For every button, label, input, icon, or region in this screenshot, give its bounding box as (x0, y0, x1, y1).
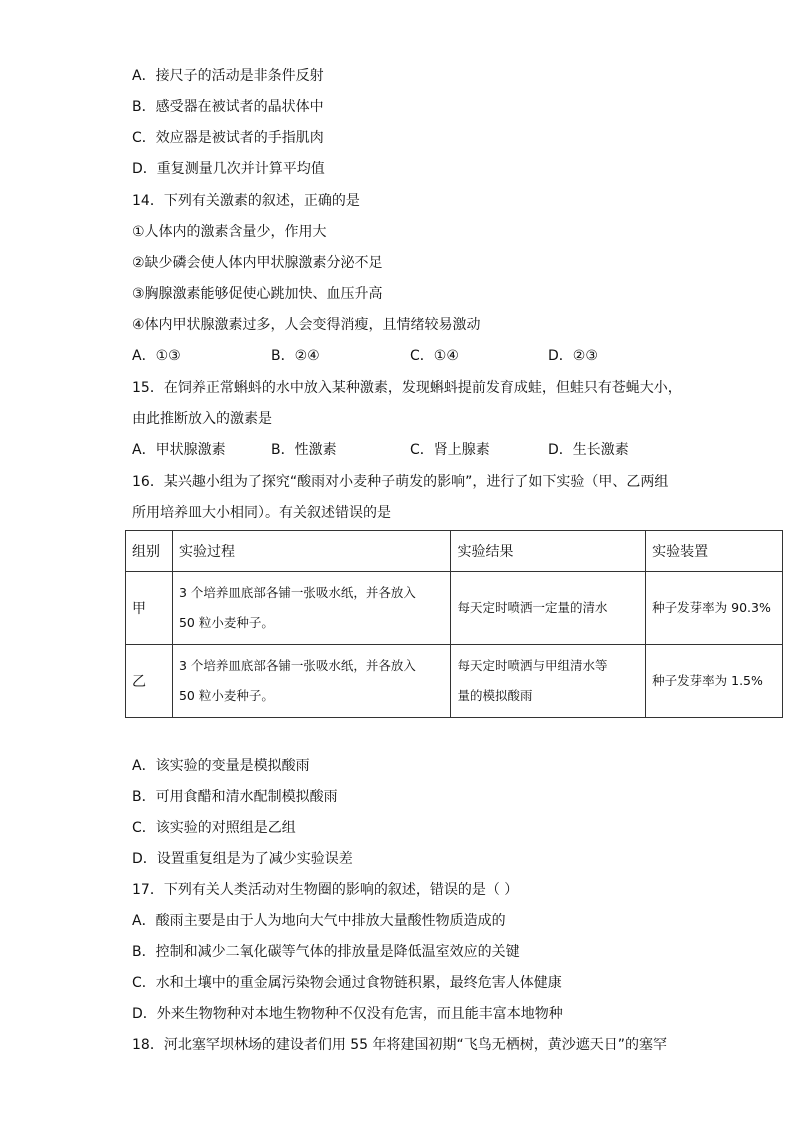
header-group: 组别 (126, 531, 173, 572)
row-process (172, 572, 451, 645)
q14-stem: 14．下列有关激素的叙述，正确的是 (132, 193, 360, 209)
prev-option-d: D．重复测量几次并计算平均值 (132, 161, 325, 177)
row-device-text: 种子发芽率为 90.3% (652, 600, 771, 615)
row-group: 乙 (126, 645, 173, 718)
q17-option-b: B．控制和减少二氧化碳等气体的排放量是降低温室效应的关键 (132, 944, 520, 960)
q16-stem-line2: 所用培养皿大小相同）。有关叙述错误的是 (132, 505, 391, 521)
header-device: 实验装置 (646, 531, 783, 572)
q14-option-c: C．①④ (410, 348, 459, 364)
header-result: 实验结果 (451, 531, 646, 572)
q16-stem-line1: 16．某兴趣小组为了探究“酸雨对小麦种子萌发的影响”，进行了如下实验（甲、乙两组 (132, 474, 669, 490)
q15-option-c: C．肾上腺素 (410, 442, 490, 458)
row-result (451, 645, 646, 718)
row-process-line1: 3 个培养皿底部各铺一张吸水纸，并各放入 (178, 658, 416, 673)
row-result (451, 572, 646, 645)
prev-option-b: B．感受器在被试者的晶状体中 (132, 99, 324, 115)
q16-option-b: B．可用食醋和清水配制模拟酸雨 (132, 789, 338, 805)
prev-option-c: C．效应器是被试者的手指肌肉 (132, 130, 324, 146)
q14-option-b: B．②④ (271, 348, 320, 364)
q18-stem-line1: 18．河北塞罕坝林场的建设者们用 55 年将建国初期“飞鸟无栖树，黄沙遮天日”的塞罕 (132, 1037, 668, 1053)
table-row (126, 645, 783, 718)
q15-stem-line2: 由此推断放入的激素是 (132, 411, 272, 427)
q17-stem: 17．下列有关人类活动对生物圈的影响的叙述，错误的是（ ） (132, 882, 519, 898)
q14-statement-2: ②缺少磷会使人体内甲状腺激素分泌不足 (132, 255, 383, 271)
q14-option-a: A．①③ (132, 348, 181, 364)
table-row (126, 572, 783, 645)
q15-option-d: D．生长激素 (548, 442, 629, 458)
experiment-table (125, 530, 783, 718)
row-result-line2: 量的模拟酸雨 (457, 688, 533, 703)
row-process-line2: 50 粒小麦种子。 (178, 615, 274, 630)
q14-statement-1: ①人体内的激素含量少，作用大 (132, 224, 327, 240)
row-device (646, 572, 783, 645)
q17-option-d: D．外来生物物种对本地生物物种不仅没有危害，而且能丰富本地物种 (132, 1006, 563, 1022)
row-device-text: 种子发芽率为 1.5% (652, 673, 763, 688)
q17-option-c: C．水和土壤中的重金属污染物会通过食物链积累，最终危害人体健康 (132, 975, 562, 991)
row-result-line1: 每天定时喷洒与甲组清水等 (457, 658, 608, 673)
q16-option-c: C．该实验的对照组是乙组 (132, 820, 296, 836)
q16-option-a: A．该实验的变量是模拟酸雨 (132, 758, 310, 774)
row-result-line1: 每天定时喷洒一定量的清水 (457, 600, 608, 615)
q15-stem-line1: 15．在饲养正常蝌蚪的水中放入某种激素，发现蝌蚪提前发育成蛙，但蛙只有苍蝇大小， (132, 380, 682, 396)
q15-option-b: B．性激素 (271, 442, 337, 458)
row-device (646, 645, 783, 718)
row-group: 甲 (126, 572, 173, 645)
row-process (172, 645, 451, 718)
q14-statement-3: ③胸腺激素能够促使心跳加快、血压升高 (132, 286, 383, 302)
row-process-line1: 3 个培养皿底部各铺一张吸水纸，并各放入 (178, 585, 416, 600)
row-process-line2: 50 粒小麦种子。 (178, 688, 274, 703)
q14-statement-4: ④体内甲状腺激素过多，人会变得消瘦，且情绪较易激动 (132, 317, 481, 333)
header-process: 实验过程 (172, 531, 451, 572)
table-header-row (126, 531, 783, 572)
q15-option-a: A．甲状腺激素 (132, 442, 226, 458)
q17-option-a: A．酸雨主要是由于人为地向大气中排放大量酸性物质造成的 (132, 913, 506, 929)
q14-option-d: D．②③ (548, 348, 598, 364)
q16-option-d: D．设置重复组是为了减少实验误差 (132, 851, 353, 867)
prev-option-a: A．接尺子的活动是非条件反射 (132, 68, 324, 84)
